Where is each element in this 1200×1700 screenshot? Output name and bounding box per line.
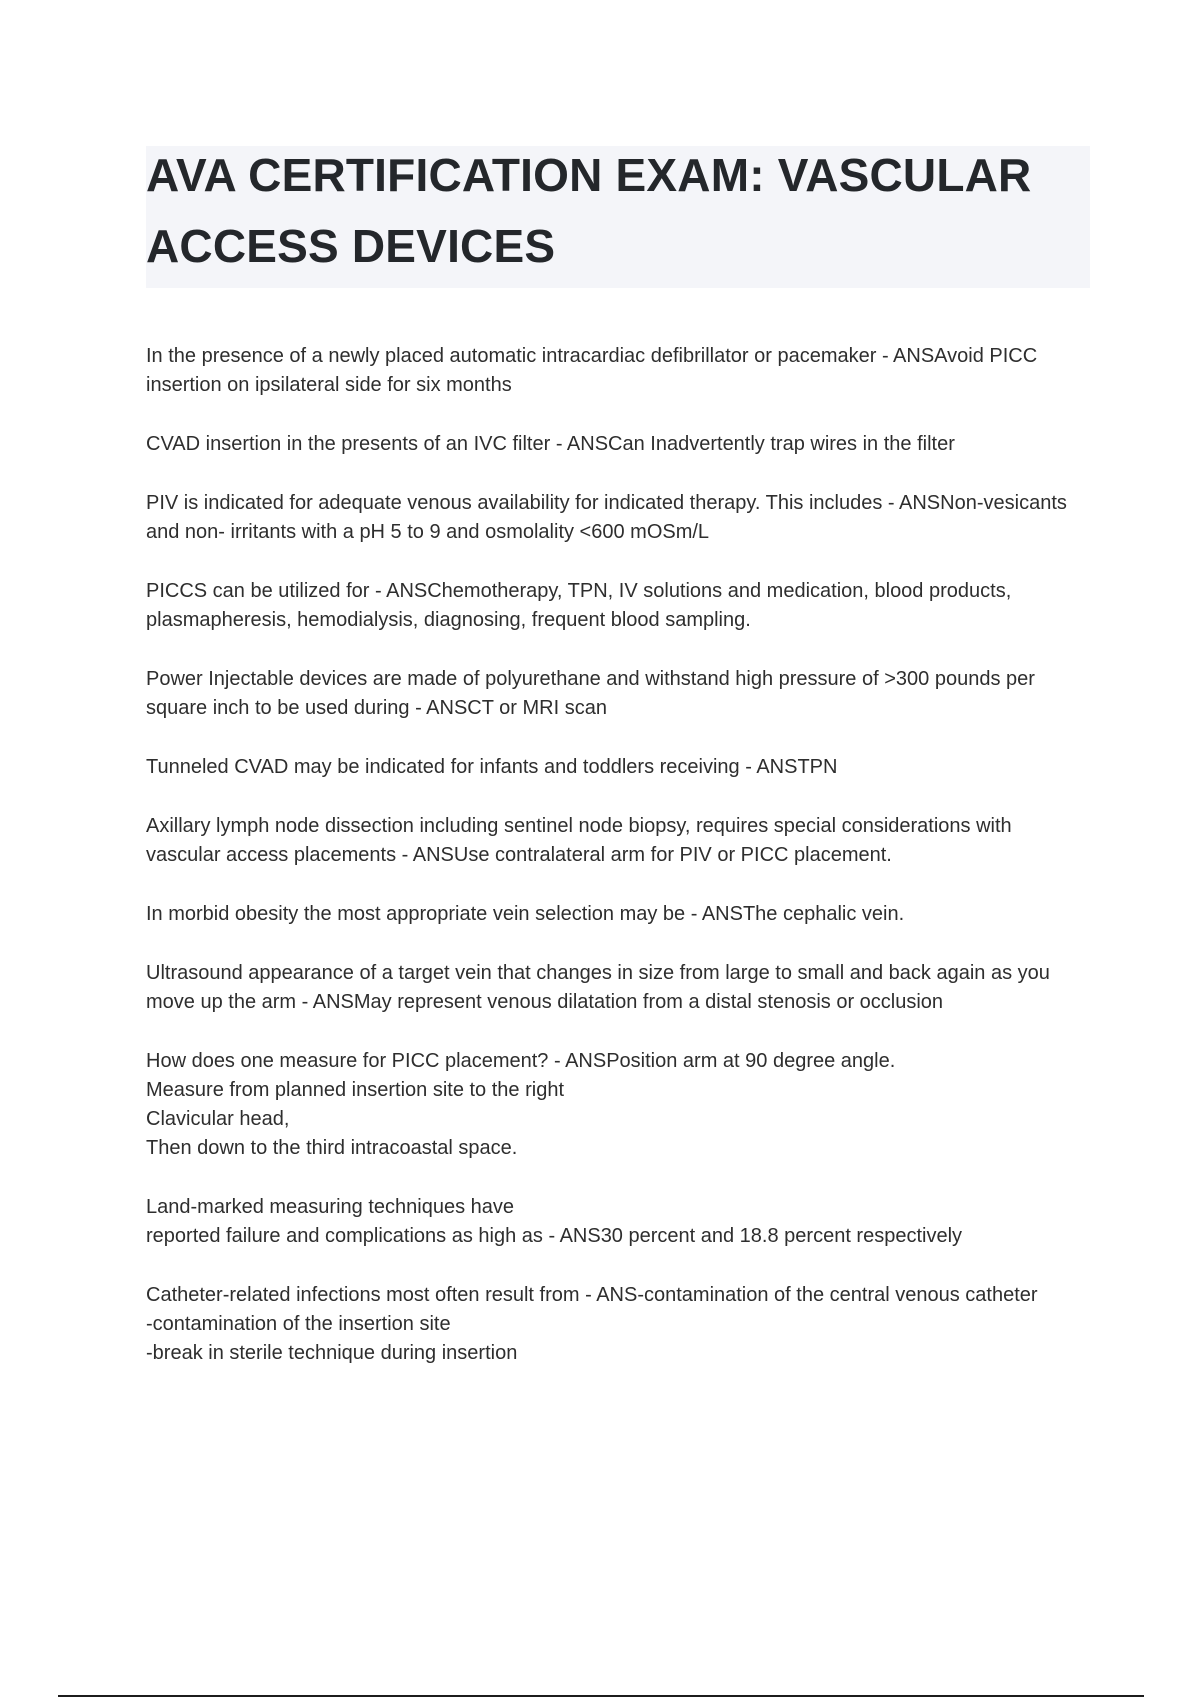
qa-item: PICCS can be utilized for - ANSChemotherapy, TPN, IV solutions and medication, blood products, plasmapheresis, hemodialysis, diagnosing, frequent blood sampling. bbox=[146, 580, 1012, 631]
qa-list bbox=[146, 342, 1090, 1398]
qa-item: In morbid obesity the most appropriate vein selection may be - ANSThe cephalic vein. bbox=[146, 903, 905, 925]
qa-item: Tunneled CVAD may be indicated for infants and toddlers receiving - ANSTPN bbox=[146, 756, 838, 778]
qa-item: Land-marked measuring techniques have reported failure and complications as high as - ANS30 percent and 18.8 percent respectively bbox=[146, 1196, 963, 1247]
qa-item: Ultrasound appearance of a target vein that changes in size from large to small and back again as you move up the arm - ANSMay represent venous dilatation from a distal stenosis or occlusion bbox=[146, 962, 1050, 1013]
qa-item: Catheter-related infections most often result from - ANS-contamination of the central venous catheter -contamination of the insertion site -break in sterile technique during insertion bbox=[146, 1284, 1038, 1364]
qa-item: PIV is indicated for adequate venous availability for indicated therapy. This includes - ANSNon-vesicants and non- irritants with a pH 5 to 9 and osmolality <600 mOSm/L bbox=[146, 492, 1067, 543]
footer-divider bbox=[58, 1695, 1144, 1697]
document-title: AVA CERTIFICATION EXAM: VASCULAR ACCESS DEVICES bbox=[146, 149, 1032, 272]
qa-item: CVAD insertion in the presents of an IVC filter - ANSCan Inadvertently trap wires in the filter bbox=[146, 433, 955, 455]
qa-item: In the presence of a newly placed automatic intracardiac defibrillator or pacemaker - ANSAvoid PICC insertion on ipsilateral side for six months bbox=[146, 345, 1038, 396]
qa-item: Axillary lymph node dissection including sentinel node biopsy, requires special considerations with vascular access placements - ANSUse contralateral arm for PIV or PICC placement. bbox=[146, 815, 1012, 866]
qa-item: How does one measure for PICC placement? - ANSPosition arm at 90 degree angle. Measure from planned insertion site to the right Clavicular head, Then down to the third intracoastal space. bbox=[146, 1050, 896, 1159]
qa-item: Power Injectable devices are made of polyurethane and withstand high pressure of >300 pounds per square inch to be used during - ANSCT or MRI scan bbox=[146, 668, 1035, 719]
